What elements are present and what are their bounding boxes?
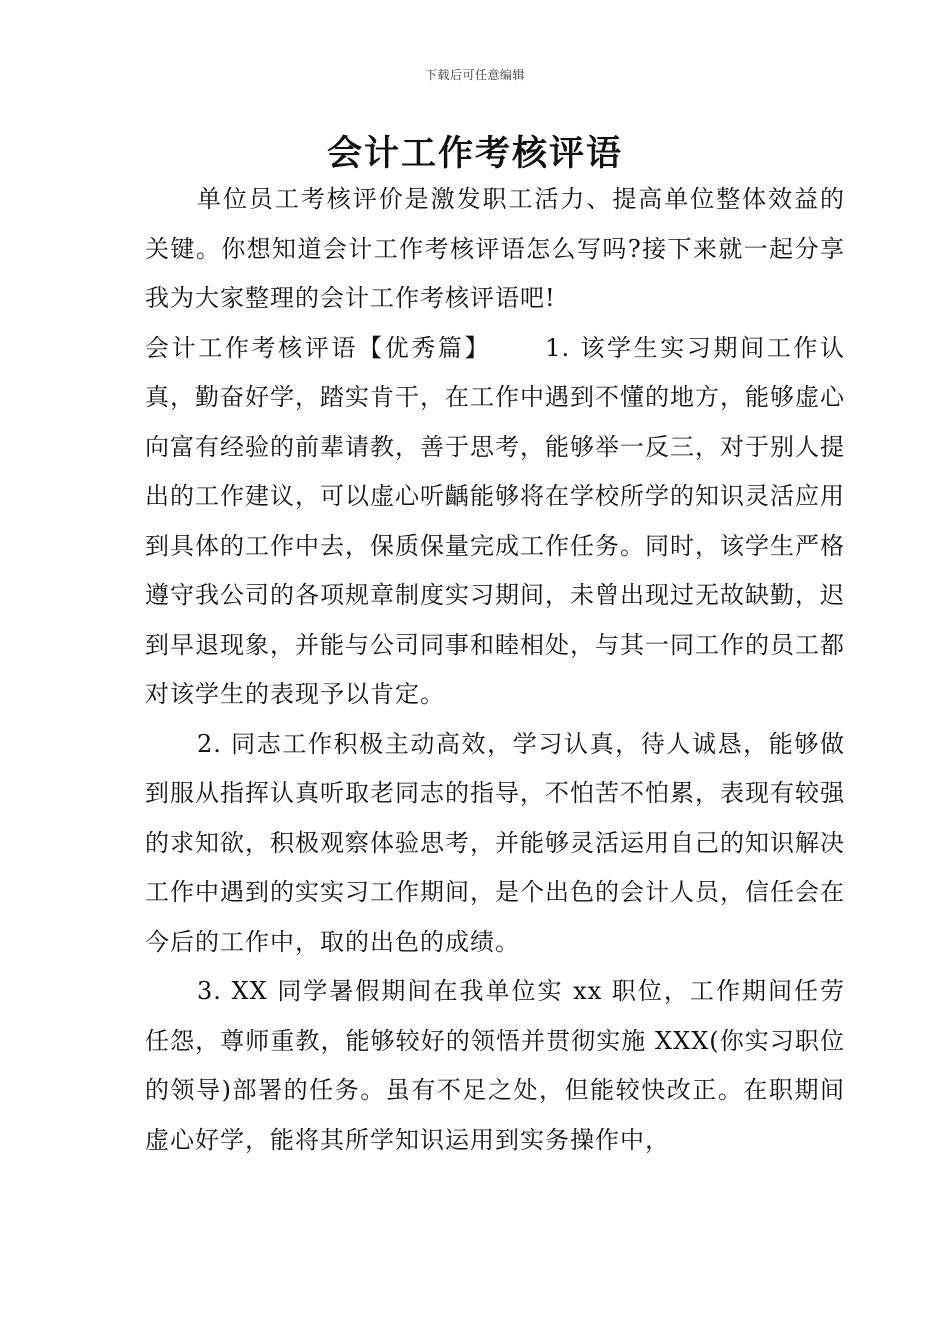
section-paragraph-1 bbox=[145, 324, 845, 720]
comment-item-3: 3. XX 同学暑假期间在我单位实 xx 职位，工作期间任劳任怨，尊师重教，能够较好的领悟并贯彻实施 XXX(你实习职位的领导)部署的任务。虽有不足之处，但能较快改正。在职期间虚心好学，能将其所学知识运用到实务操作中， bbox=[145, 977, 845, 1154]
document-title: 会计工作考核评语 bbox=[326, 133, 623, 174]
document-body bbox=[145, 175, 845, 1165]
intro-paragraph: 单位员工考核评价是激发职工活力、提高单位整体效益的关键。你想知道会计工作考核评语怎么写吗?接下来就一起分享我为大家整理的会计工作考核评语吧! bbox=[145, 185, 845, 312]
page-header-note: 下载后可任意编辑 bbox=[424, 68, 525, 82]
comment-item-2: 2. 同志工作积极主动高效，学习认真，待人诚恳，能够做到服从指挥认真听取老同志的指导，不怕苦不怕累，表现有较强的求知欲，积极观察体验思考，并能够灵活运用自己的知识解决工作中遇到的实实习工作期间，是个出色的会计人员，信任会在今后的工作中，取的出色的成绩。 bbox=[145, 729, 845, 956]
section-heading: 会计工作考核评语【优秀篇】 bbox=[145, 333, 492, 362]
comment-item-1: 1. 该学生实习期间工作认真，勤奋好学，踏实肯干，在工作中遇到不懂的地方，能够虚心向富有经验的前辈请教，善于思考，能够举一反三，对于别人提出的工作建议，可以虚心听齲能够将在学校所学的知识灵活应用到具体的工作中去，保质保量完成工作任务。同时，该学生严格遵守我公司的各项规章制度实习期间，未曾出现过无故缺勤，迟到早退现象，并能与公司同事和睦相处，与其一同工作的员工都对该学生的表现予以肯定。 bbox=[145, 333, 846, 708]
